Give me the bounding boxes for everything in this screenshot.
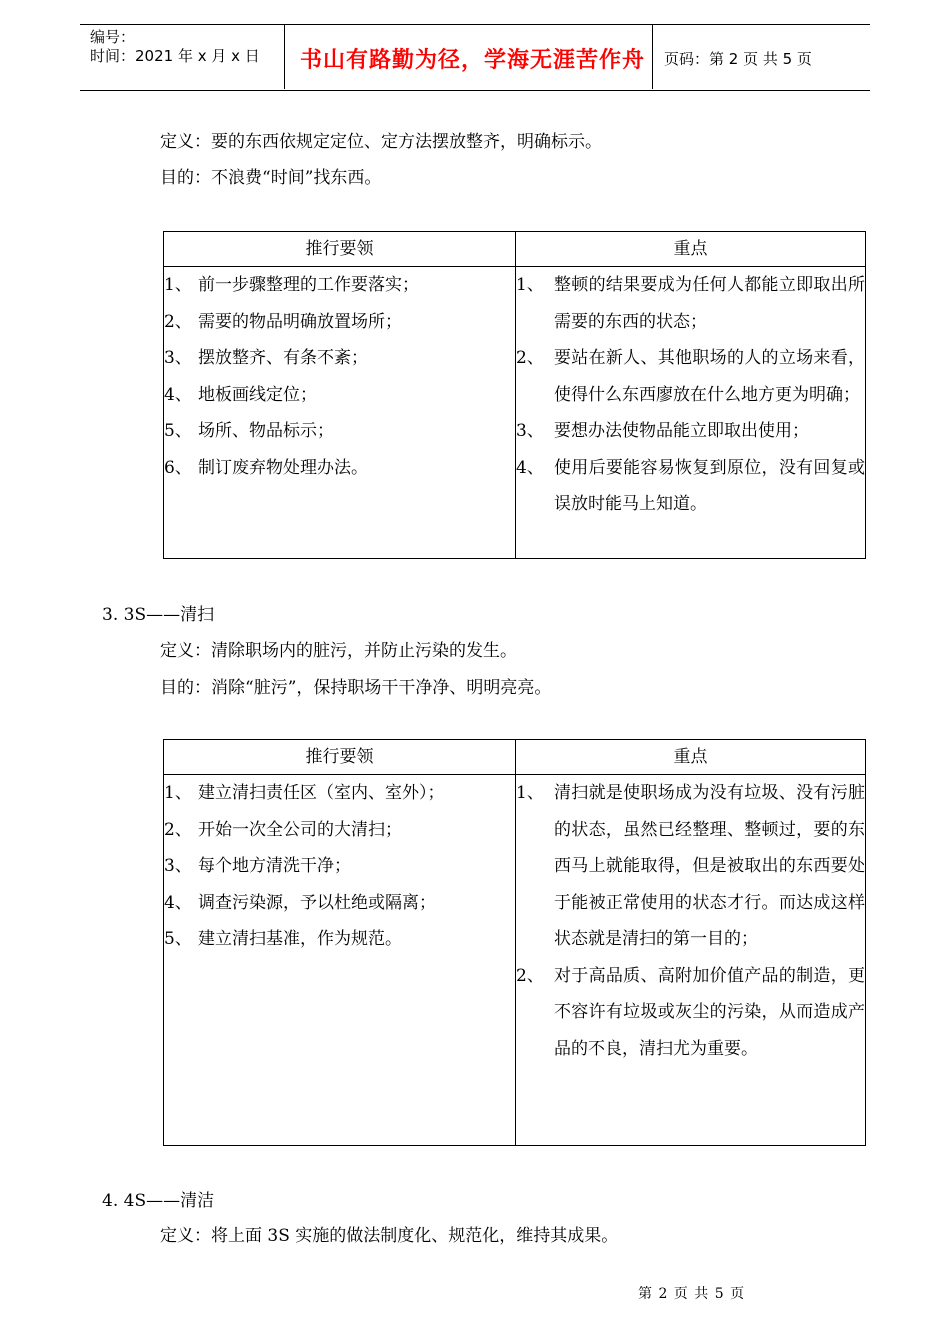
- item-number: 2、: [164, 311, 192, 332]
- footer-page-number: 第 2 页 共 5 页: [638, 1286, 745, 1302]
- list-item: [164, 885, 515, 922]
- item-text: 清扫就是使职场成为没有垃圾、没有污脏的状态，虽然已经整理、整顿过，要的东西马上就能取得，但是被取出的东西要处于能被正常使用的状态才行。而达成这样状态就是清扫的第一目的；: [554, 783, 865, 949]
- 3s-heading: 3. 3S——清扫: [102, 605, 215, 625]
- item-text: 要想办法使物品能立即取出使用；: [554, 421, 809, 441]
- 4s-heading: 4. 4S——清洁: [102, 1191, 215, 1211]
- item-text: 建立清扫基准，作为规范。: [198, 929, 402, 949]
- list-item: [516, 775, 865, 958]
- list-item: [164, 812, 515, 849]
- header-divider-right: [652, 25, 653, 89]
- item-number: 5、: [164, 929, 192, 949]
- item-number: 1、: [516, 783, 544, 803]
- item-text: 对于高品质、高附加价值产品的制造，更不容许有垃圾或灰尘的污染，从而造成产品的不良，清扫尤为重要。: [554, 965, 865, 1059]
- item-text: 建立清扫责任区（室内、室外）；: [198, 783, 445, 803]
- list-item: [164, 450, 515, 487]
- 3s-definition: 定义：清除职场内的脏污，并防止污染的发生。: [160, 641, 517, 661]
- header-time-label: 时间：2021 年 x 月 x 日: [90, 47, 260, 65]
- item-number: 3、: [516, 421, 544, 441]
- item-text: 调查污染源，予以杜绝或隔离；: [198, 892, 436, 913]
- 3s-purpose: 目的：消除“脏污”，保持职场干干净净、明明亮亮。: [160, 678, 552, 698]
- list-item: [164, 304, 515, 341]
- 4s-definition: 定义：将上面 3S 实施的做法制度化、规范化，维持其成果。: [160, 1226, 619, 1246]
- item-text: 需要的物品明确放置场所；: [198, 311, 402, 332]
- table-header-cell-right: 重点: [516, 232, 866, 267]
- item-number: 2、: [516, 348, 544, 368]
- list-item: [164, 377, 515, 414]
- item-text: 场所、物品标示；: [198, 421, 334, 441]
- list-item: [516, 958, 865, 1068]
- header-motto: 书山有路勤为径，学海无涯苦作舟: [300, 47, 646, 73]
- 2s-definition: 定义：要的东西依规定定位、定方法摆放整齐，明确标示。: [160, 132, 602, 152]
- list-item: [164, 413, 515, 450]
- item-number: 5、: [164, 421, 192, 441]
- table-cell-left: [164, 775, 516, 1146]
- header-number-label: 编号：: [90, 28, 136, 46]
- item-number: 4、: [164, 892, 192, 913]
- item-text: 使用后要能容易恢复到原位，没有回复或误放时能马上知道。: [554, 457, 865, 514]
- item-text: 要站在新人、其他职场的人的立场来看，使得什么东西廖放在什么地方更为明确；: [554, 348, 865, 405]
- item-text: 制订废弃物处理办法。: [198, 457, 368, 478]
- item-number: 1、: [164, 783, 192, 803]
- list-item: [516, 413, 865, 450]
- header-top-rule: [80, 24, 870, 25]
- item-number: 1、: [516, 275, 544, 295]
- table-header-cell-left: 推行要领: [164, 232, 516, 267]
- header-bottom-rule: [80, 90, 870, 91]
- list-item: [516, 340, 865, 413]
- item-number: 3、: [164, 348, 192, 368]
- item-number: 1、: [164, 275, 192, 295]
- item-text: 开始一次全公司的大清扫；: [198, 819, 402, 840]
- table-row: [164, 775, 866, 1146]
- table-header-cell-left: 推行要领: [164, 740, 516, 775]
- item-text: 地板画线定位；: [198, 384, 317, 405]
- table-cell-right: [516, 267, 866, 559]
- 2s-table: [163, 231, 866, 559]
- item-number: 3、: [164, 856, 192, 876]
- item-text: 整顿的结果要成为任何人都能立即取出所需要的东西的状态；: [554, 275, 865, 332]
- item-number: 2、: [164, 819, 192, 840]
- item-number: 4、: [164, 384, 192, 405]
- header-page-label: 页码：第 2 页 共 5 页: [664, 50, 812, 68]
- list-item: [164, 267, 515, 304]
- item-text: 每个地方清洗干净；: [198, 856, 351, 876]
- 2s-purpose: 目的：不浪费“时间”找东西。: [160, 168, 382, 188]
- list-item: [516, 450, 865, 523]
- list-item: [164, 921, 515, 958]
- item-text: 摆放整齐、有条不紊；: [198, 348, 368, 368]
- list-item: [164, 848, 515, 885]
- list-item: [164, 340, 515, 377]
- item-number: 6、: [164, 457, 192, 478]
- table-cell-left: [164, 267, 516, 559]
- item-text: 前一步骤整理的工作要落实；: [198, 275, 419, 295]
- table-header-row: [164, 740, 866, 775]
- table-cell-right: [516, 775, 866, 1146]
- header-divider-left: [284, 25, 285, 89]
- table-header-row: [164, 232, 866, 267]
- table-row: [164, 267, 866, 559]
- list-item: [164, 775, 515, 812]
- list-item: [516, 267, 865, 340]
- item-number: 2、: [516, 965, 544, 986]
- table-header-cell-right: 重点: [516, 740, 866, 775]
- item-number: 4、: [516, 457, 544, 478]
- 3s-table: [163, 739, 866, 1146]
